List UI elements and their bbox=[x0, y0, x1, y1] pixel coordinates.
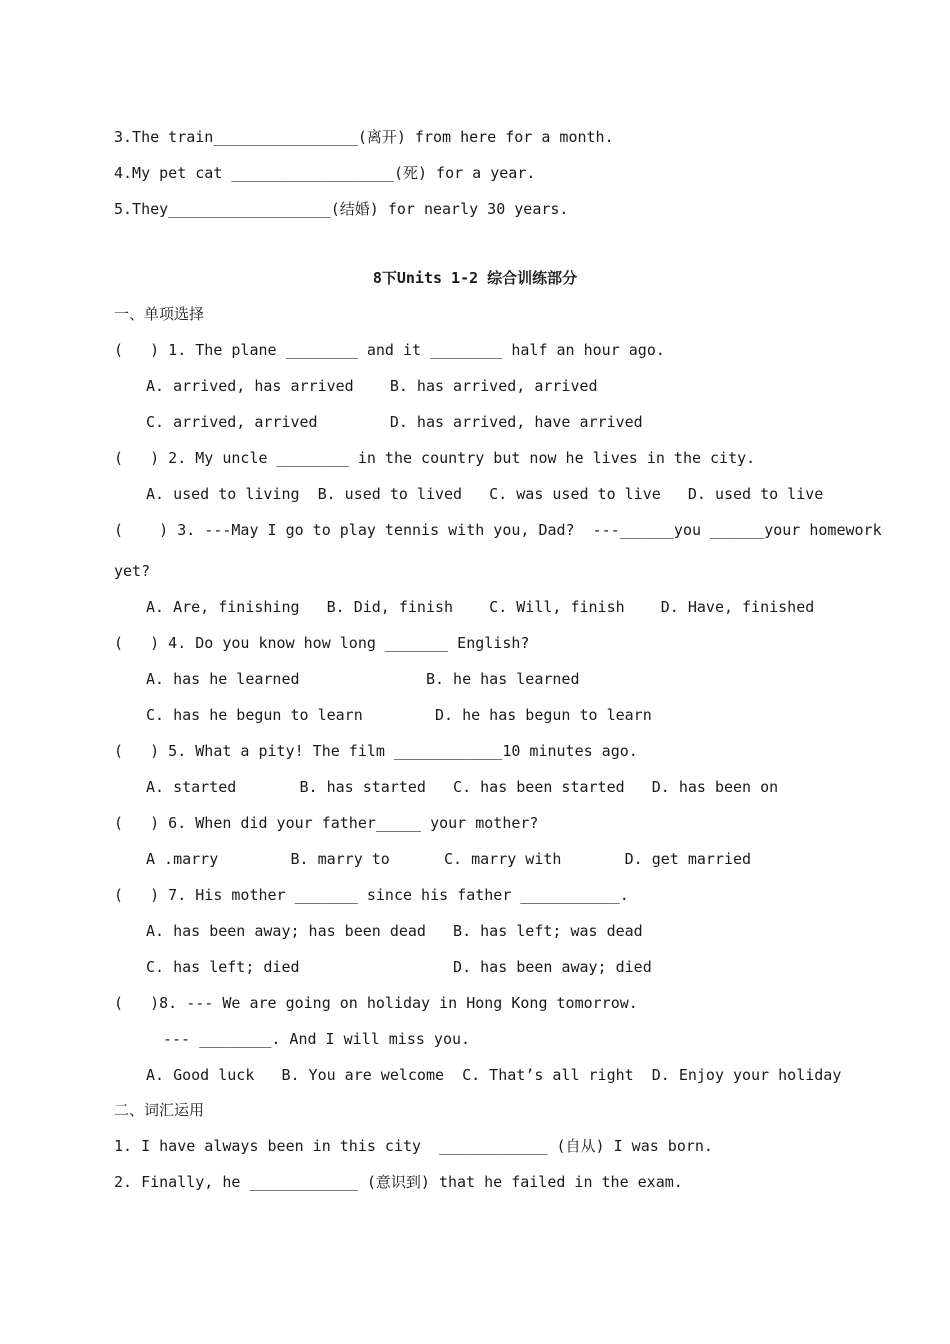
question-7-options-cd: C. has left; died D. has been away; died bbox=[146, 958, 652, 976]
question-3: ( ) 3. ---May I go to play tennis with you, Dad? ---______you ______your homework bbox=[114, 521, 882, 539]
section-heading-vocabulary: 二、词汇运用 bbox=[114, 1101, 205, 1119]
question-1-options-ab: A. arrived, has arrived B. has arrived, arrived bbox=[146, 377, 598, 395]
vocab-item-2: 2. Finally, he ____________ (意识到) that he failed in the exam. bbox=[114, 1173, 683, 1191]
question-8: ( )8. --- We are going on holiday in Hong Kong tomorrow. bbox=[114, 994, 638, 1012]
question-6: ( ) 6. When did your father_____ your mother? bbox=[114, 814, 539, 832]
question-3-options: A. Are, finishing B. Did, finish C. Will, finish D. Have, finished bbox=[146, 598, 815, 616]
question-5: ( ) 5. What a pity! The film ____________10 minutes ago. bbox=[114, 742, 638, 760]
fill-in-item-5: 5.They__________________(结婚) for nearly 30 years. bbox=[114, 200, 569, 218]
question-4-options-ab: A. has he learned B. he has learned bbox=[146, 670, 580, 688]
fill-in-item-3: 3.The train________________(离开) from here for a month. bbox=[114, 128, 614, 146]
question-8-response: --- ________. And I will miss you. bbox=[163, 1030, 471, 1048]
vocab-item-1: 1. I have always been in this city ____________ (自从) I was born. bbox=[114, 1137, 713, 1155]
question-7: ( ) 7. His mother _______ since his father ___________. bbox=[114, 886, 629, 904]
question-3-continued: yet? bbox=[114, 562, 151, 580]
question-7-options-ab: A. has been away; has been dead B. has left; was dead bbox=[146, 922, 643, 940]
question-6-options: A .marry B. marry to C. marry with D. get married bbox=[146, 850, 752, 868]
question-5-options: A. started B. has started C. has been started D. has been on bbox=[146, 778, 779, 796]
section-title: 8下Units 1-2 综合训练部分 bbox=[372, 269, 578, 287]
fill-in-item-4: 4.My pet cat __________________(死) for a year. bbox=[114, 164, 536, 182]
question-4-options-cd: C. has he begun to learn D. he has begun to learn bbox=[146, 706, 652, 724]
section-heading-multiple-choice: 一、单项选择 bbox=[114, 305, 205, 323]
question-1: ( ) 1. The plane ________ and it ________ half an hour ago. bbox=[114, 341, 665, 359]
question-2: ( ) 2. My uncle ________ in the country but now he lives in the city. bbox=[114, 449, 756, 467]
question-2-options: A. used to living B. used to lived C. was used to live D. used to live bbox=[146, 485, 824, 503]
question-4: ( ) 4. Do you know how long _______ English? bbox=[114, 634, 530, 652]
question-1-options-cd: C. arrived, arrived D. has arrived, have arrived bbox=[146, 413, 643, 431]
question-8-options: A. Good luck B. You are welcome C. That’s all right D. Enjoy your holiday bbox=[146, 1066, 842, 1084]
